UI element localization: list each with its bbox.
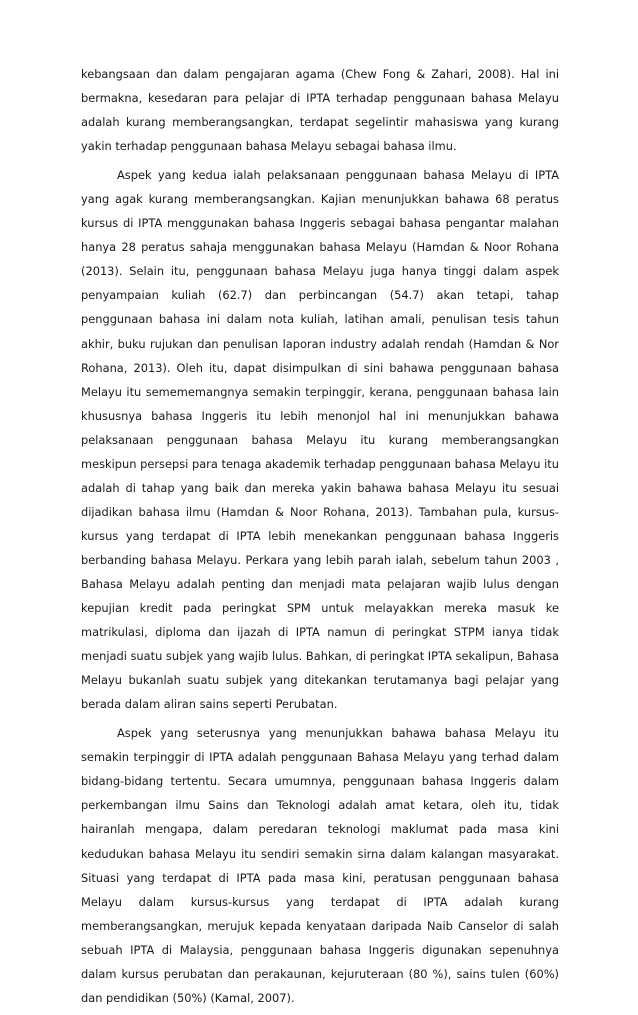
paragraph-2: Aspek yang kedua ialah pelaksanaan penggunaan bahasa Melayu di IPTA yang agak kurang memberangsangkan. Kajian menunjukkan bahawa 68 peratus kursus di IPTA menggunakan bahasa Inggeris sebagai bahasa pengantar malahan hanya 28 peratus sahaja menggunakan bahasa Melayu (Hamdan & Noor Rohana (2013). Selain itu, penggunaan bahasa Melayu juga hanya tinggi dalam aspek penyampaian kuliah (62.7) dan perbincangan (54.7) akan tetapi, tahap penggunaan bahasa ini dalam nota kuliah, latihan amali, penulisan tesis tahun akhir, buku rujukan dan penulisan laporan industry adalah rendah (Hamdan & Nor Rohana, 2013). Oleh itu, dapat disimpulkan di sini bahawa penggunaan bahasa Melayu itu semememangnya semakin terpinggir, kerana, penggunaan bahasa lain khususnya bahasa Inggeris itu lebih menonjol hal ini menunjukkan bahawa pelaksanaan penggunaan bahasa Melayu itu kurang memberangsangkan meskipun persepsi para tenaga akademik terhadap penggunaan bahasa Melayu itu adalah di tahap yang baik dan mereka yakin bahawa bahasa Melayu itu sesuai dijadikan bahasa ilmu (Hamdan & Noor Rohana, 2013). Tambahan pula, kursus-kursus yang terdapat di IPTA lebih menekankan penggunaan bahasa Inggeris berbanding bahasa Melayu. Perkara yang lebih parah ialah, sebelum tahun 2003 , Bahasa Melayu adalah penting dan menjadi mata pelajaran wajib lulus dengan kepujian kredit pada peringkat SPM untuk melayakkan mereka masuk ke matrikulasi, diploma dan ijazah di IPTA namun di peringkat STPM ianya tidak menjadi suatu subjek yang wajib lulus. Bahkan, di peringkat IPTA sekalipun, Bahasa Melayu bukanlah suatu subjek yang ditekankan terutamanya bagi pelajar yang berada dalam aliran sains seperti Perubatan. xyxy=(81,168,559,712)
body-text xyxy=(81,62,559,1015)
paragraph-3: Aspek yang seterusnya yang menunjukkan bahawa bahasa Melayu itu semakin terpinggir di IPTA adalah penggunaan Bahasa Melayu yang terhad dalam bidang-bidang tertentu. Secara umumnya, penggunaan bahasa Inggeris dalam perkembangan ilmu Sains dan Teknologi adalah amat ketara, oleh itu, tidak hairanlah mengapa, dalam peredaran teknologi maklumat pada masa kini kedudukan bahasa Melayu itu sendiri semakin sirna dalam kalangan masyarakat. Situasi yang terdapat di IPTA pada masa kini, peratusan penggunaan bahasa Melayu dalam kursus-kursus yang terdapat di IPTA adalah kurang memberangsangkan, merujuk kepada kenyataan daripada Naib Canselor di salah sebuah IPTA di Malaysia, penggunaan bahasa Inggeris digunakan sepenuhnya dalam kursus perubatan dan perakaunan, kejuruteraan (80 %), sains tulen (60%) dan pendidikan (50%) (Kamal, 2007). xyxy=(81,726,559,1005)
paragraph-1: kebangsaan dan dalam pengajaran agama (Chew Fong & Zahari, 2008). Hal ini bermakna, kesedaran para pelajar di IPTA terhadap penggunaan bahasa Melayu adalah kurang memberangsangkan, terdapat segelintir mahasiswa yang kurang yakin terhadap penggunaan bahasa Melayu sebagai bahasa ilmu. xyxy=(81,67,559,154)
